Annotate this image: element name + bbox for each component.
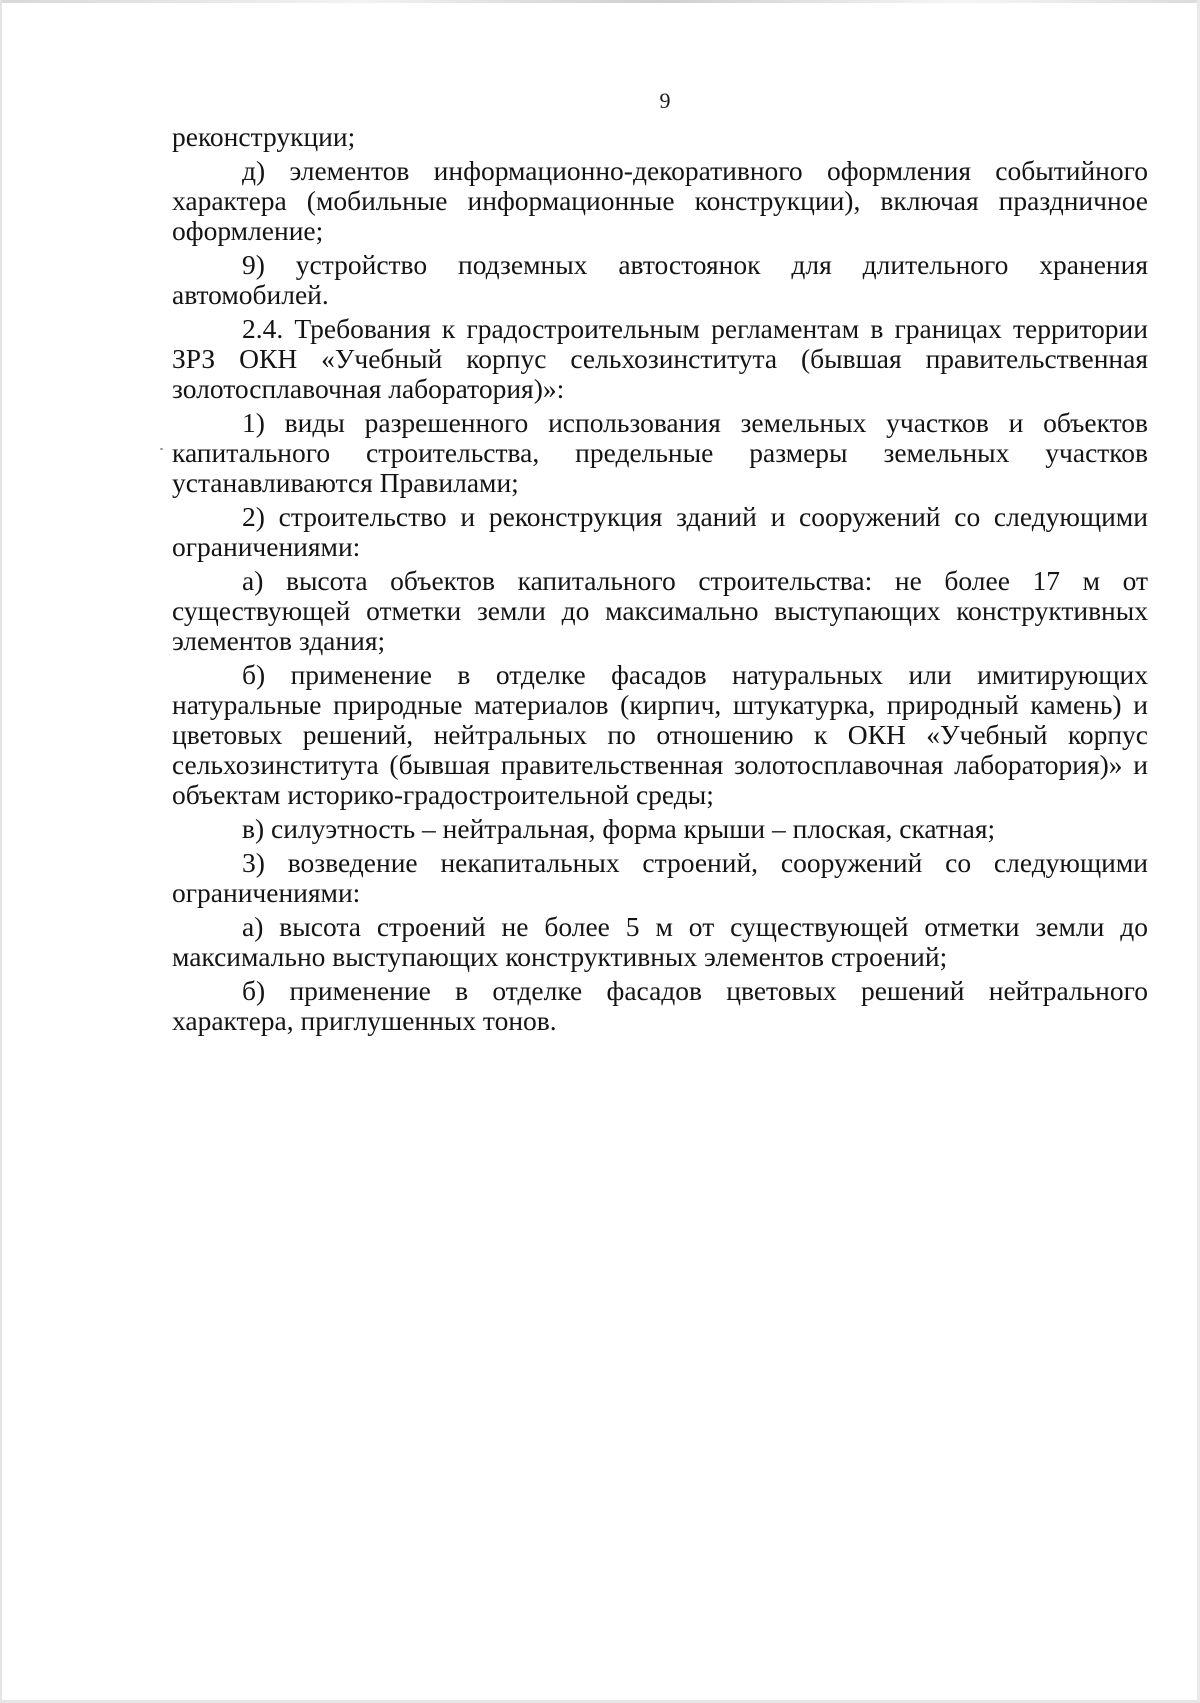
paragraph: реконструкции; xyxy=(172,121,356,152)
document-body xyxy=(172,122,1148,1040)
paragraph: д) элементов информационно-декоративного оформления событийного характера (мобильные информационные конструкции), включая праздничное оформление; xyxy=(172,155,1148,246)
paragraph: в) силуэтность – нейтральная, форма крыши – плоская, скатная; xyxy=(242,813,996,844)
page-number: 9 xyxy=(659,88,671,113)
paragraph: 3) возведение некапитальных строений, сооружений со следующими ограничениями: xyxy=(172,847,1148,908)
scan-edge-top xyxy=(0,0,1200,3)
paragraph: 2.4. Требования к градостроительным регламентам в границах территории ЗРЗ ОКН «Учебный корпус сельхозинститута (бывшая правительственная золотосплавочная лаборатория)»: xyxy=(172,313,1148,404)
paragraph: 1) виды разрешенного использования земельных участков и объектов капитального строительства, предельные размеры земельных участков устанавливаются Правилами; xyxy=(172,407,1148,498)
paragraph: а) высота строений не более 5 м от существующей отметки земли до максимально выступающих конструктивных элементов строений; xyxy=(172,911,1148,972)
paragraph: б) применение в отделке фасадов цветовых решений нейтрального характера, приглушенных тонов. xyxy=(172,975,1148,1036)
paragraph: б) применение в отделке фасадов натуральных или имитирующих натуральные природные материалов (кирпич, штукатурка, природный камень) и цветовых решений, нейтральных по отношению к ОКН «Учебный корпус сельхозинститута (бывшая правительственная золотосплавочная лаборатория)» и объектам историко-градостроительной среды; xyxy=(172,659,1148,810)
paragraph: 9) устройство подземных автостоянок для длительного хранения автомобилей. xyxy=(172,249,1148,310)
scan-edge-left xyxy=(0,0,2,1703)
paragraph: 2) строительство и реконструкция зданий и сооружений со следующими ограничениями: xyxy=(172,501,1148,562)
scan-speck xyxy=(160,448,163,450)
paragraph: а) высота объектов капитального строительства: не более 17 м от существующей отметки земли до максимально выступающих конструктивных элементов здания; xyxy=(172,565,1148,656)
